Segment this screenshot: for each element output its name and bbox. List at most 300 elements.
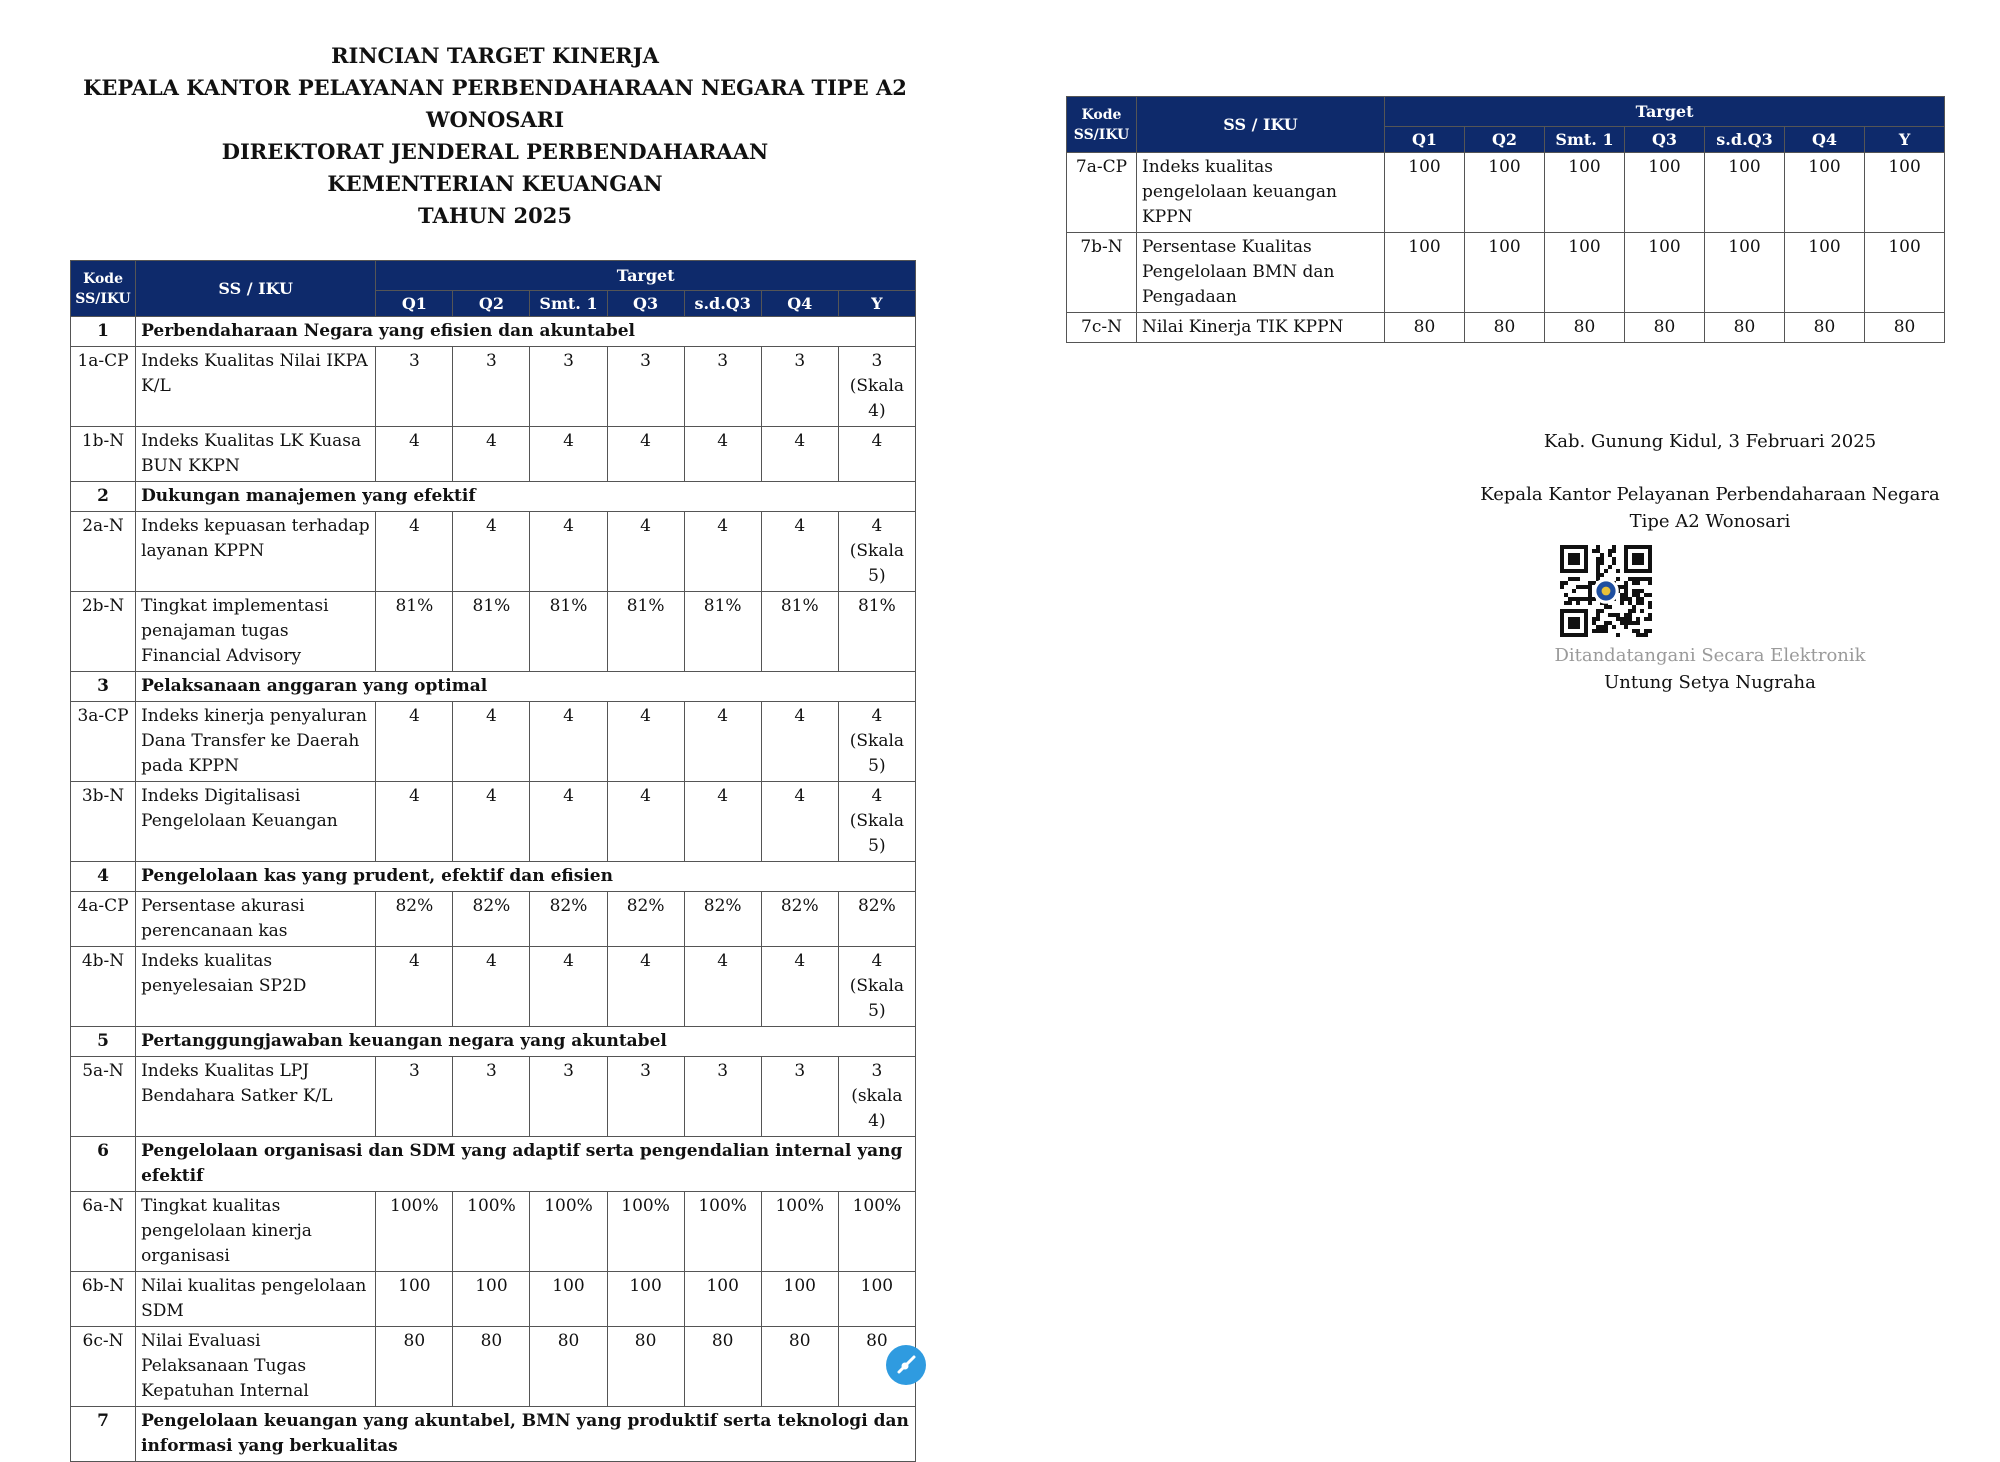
target-value: 80	[634, 1331, 657, 1351]
target-value: 4	[563, 516, 574, 536]
target-value: 100	[475, 1276, 508, 1296]
signature-place-date: Kab. Gunung Kidul, 3 Februari 2025	[1543, 431, 1877, 452]
target-value: 4	[486, 951, 497, 971]
target-value: 3	[640, 1061, 651, 1081]
target-value: 100	[1488, 157, 1521, 177]
target-value-cell	[1865, 233, 1945, 313]
table-row	[1067, 233, 1945, 313]
target-value-cell	[761, 782, 838, 862]
target-value: 80	[1493, 317, 1516, 337]
target-value: 3	[486, 351, 497, 371]
table-row	[71, 1057, 916, 1137]
target-value-cell	[761, 1192, 838, 1272]
target-value: 3	[408, 1061, 420, 1081]
target-value: 100	[860, 1276, 894, 1296]
document-title	[70, 40, 920, 232]
target-value: 3	[717, 1061, 729, 1081]
scale-note: (Skala 5)	[849, 811, 905, 856]
target-value-cell	[453, 702, 530, 782]
target-value-cell	[453, 592, 530, 672]
target-value-cell	[530, 947, 607, 1027]
target-value: 4	[563, 431, 574, 451]
section-label: Dukungan manajemen yang efektif	[136, 482, 916, 512]
target-value-cell	[530, 1057, 607, 1137]
e-sign-label: Ditandatangani Secara Elektronik	[1554, 645, 1866, 666]
iku-code: 1a-CP	[71, 347, 136, 427]
qr-code-icon	[1560, 545, 1652, 637]
target-value-cell	[453, 1192, 530, 1272]
target-value: 80	[1413, 317, 1436, 337]
target-value-cell	[376, 1192, 453, 1272]
table-row	[71, 1192, 916, 1272]
section-row	[71, 1027, 916, 1057]
target-value: 4	[563, 786, 574, 806]
target-value-cell	[761, 512, 838, 592]
target-value: 100%	[390, 1196, 439, 1216]
header-period: Q1	[376, 291, 453, 317]
target-value: 4	[640, 786, 651, 806]
target-value-cell	[453, 347, 530, 427]
target-value-cell	[530, 347, 607, 427]
scale-note: (Skala 5)	[849, 976, 905, 1021]
target-value-cell	[838, 782, 915, 862]
signature-block	[1450, 428, 1970, 535]
target-value-cell	[376, 592, 453, 672]
iku-code: 4a-CP	[71, 892, 136, 947]
scale-note: (Skala 4)	[849, 376, 905, 421]
target-value-cell	[684, 427, 761, 482]
target-value-cell	[1625, 313, 1705, 343]
target-value-cell	[1385, 233, 1465, 313]
header-period: Q2	[1465, 127, 1545, 153]
target-value: 100	[398, 1276, 431, 1296]
scale-note: (Skala 5)	[849, 731, 905, 776]
target-value-cell	[607, 782, 684, 862]
target-value: 4	[794, 431, 806, 451]
target-value: 4	[717, 786, 729, 806]
target-value-cell	[453, 782, 530, 862]
target-value: 3	[640, 351, 651, 371]
target-value: 82%	[549, 896, 588, 916]
target-table-right	[1066, 96, 1945, 343]
title-line: KEPALA KANTOR PELAYANAN PERBENDAHARAAN NEGARA TIPE A2	[83, 75, 907, 100]
target-value-cell	[607, 347, 684, 427]
header-ss-iku: SS / IKU	[136, 261, 376, 317]
title-line: RINCIAN TARGET KINERJA	[331, 43, 659, 68]
target-value: 3	[871, 1061, 883, 1081]
section-number: 1	[71, 317, 136, 347]
target-value-cell	[607, 947, 684, 1027]
target-value-cell	[1545, 233, 1625, 313]
header-period: Q3	[607, 291, 684, 317]
target-value: 4	[408, 706, 420, 726]
target-value: 4	[794, 786, 806, 806]
target-value: 4	[717, 516, 729, 536]
target-value-cell	[684, 1272, 761, 1327]
target-table-left	[70, 260, 916, 1462]
iku-name: Indeks kepuasan terhadap layanan KPPN	[136, 512, 376, 592]
target-value-cell	[376, 427, 453, 482]
target-value-cell	[684, 892, 761, 947]
target-value: 4	[640, 951, 651, 971]
target-value: 3	[563, 1061, 574, 1081]
target-value: 80	[1653, 317, 1676, 337]
iku-code: 6a-N	[71, 1192, 136, 1272]
target-value-cell	[1465, 233, 1545, 313]
target-value: 4	[794, 706, 806, 726]
iku-name: Tingkat kualitas pengelolaan kinerja organisasi	[136, 1192, 376, 1272]
header-period: Smt. 1	[1545, 127, 1625, 153]
target-value: 82%	[626, 896, 665, 916]
header-kode: Kode SS/IKU	[71, 261, 136, 317]
target-value: 100%	[775, 1196, 825, 1216]
target-value: 82%	[703, 896, 742, 916]
target-value: 3	[408, 351, 420, 371]
target-value: 80	[788, 1331, 811, 1351]
table-row	[71, 512, 916, 592]
target-value: 100	[1808, 157, 1841, 177]
title-line: DIREKTORAT JENDERAL PERBENDAHARAAN	[221, 139, 769, 164]
target-value-cell	[1785, 153, 1865, 233]
section-number: 6	[71, 1137, 136, 1192]
target-value-cell	[607, 592, 684, 672]
target-value-cell	[1705, 233, 1785, 313]
target-value: 4	[486, 786, 497, 806]
target-value: 4	[486, 431, 497, 451]
target-value: 82%	[857, 896, 896, 916]
target-value: 82%	[395, 896, 434, 916]
target-value: 4	[408, 431, 420, 451]
section-number: 4	[71, 862, 136, 892]
target-value-cell	[453, 1272, 530, 1327]
target-value: 100%	[621, 1196, 670, 1216]
title-line: KEMENTERIAN KEUANGAN	[327, 171, 663, 196]
target-value: 100	[783, 1276, 816, 1296]
target-value: 82%	[472, 896, 511, 916]
target-value: 100	[1488, 237, 1521, 257]
table-row	[71, 1272, 916, 1327]
iku-code: 3b-N	[71, 782, 136, 862]
scale-note: (skala 4)	[851, 1086, 903, 1131]
target-value: 82%	[780, 896, 819, 916]
target-value: 4	[563, 706, 574, 726]
target-value-cell	[607, 1272, 684, 1327]
target-value-cell	[530, 702, 607, 782]
section-number: 7	[71, 1407, 136, 1462]
target-value-cell	[761, 427, 838, 482]
target-value: 4	[717, 431, 729, 451]
target-value-cell	[1705, 153, 1785, 233]
target-value: 4	[640, 706, 651, 726]
target-value-cell	[838, 1057, 915, 1137]
target-value-cell	[838, 347, 915, 427]
target-value-cell	[453, 1327, 530, 1407]
target-value: 3	[486, 1061, 497, 1081]
target-value-cell	[1865, 313, 1945, 343]
target-value: 4	[717, 951, 729, 971]
target-value-cell	[838, 427, 915, 482]
target-value-cell	[684, 592, 761, 672]
header-period: Q2	[453, 291, 530, 317]
header-period: Q4	[761, 291, 838, 317]
target-value-cell	[1625, 153, 1705, 233]
target-value-cell	[376, 782, 453, 862]
target-value: 80	[711, 1331, 734, 1351]
target-value: 4	[871, 786, 883, 806]
target-value: 100	[1648, 237, 1681, 257]
target-value: 100%	[467, 1196, 516, 1216]
iku-code: 2b-N	[71, 592, 136, 672]
header-period: Smt. 1	[530, 291, 607, 317]
target-value-cell	[607, 1057, 684, 1137]
target-value-cell	[761, 592, 838, 672]
target-value-cell	[453, 947, 530, 1027]
target-value: 4	[640, 516, 651, 536]
target-value: 4	[486, 516, 497, 536]
title-line: TAHUN 2025	[418, 203, 572, 228]
title-line: WONOSARI	[425, 107, 565, 132]
target-value: 4	[640, 431, 651, 451]
target-value-cell	[1465, 153, 1545, 233]
target-value-cell	[684, 947, 761, 1027]
target-value: 100	[1808, 237, 1841, 257]
header-period: Q1	[1385, 127, 1465, 153]
section-row	[71, 1137, 916, 1192]
target-value-cell	[376, 892, 453, 947]
target-value: 81%	[472, 596, 511, 616]
target-value-cell	[1385, 153, 1465, 233]
wrench-icon	[894, 1353, 918, 1377]
target-value-cell	[838, 947, 915, 1027]
iku-name: Persentase Kualitas Pengelolaan BMN dan Pengadaan	[1137, 233, 1385, 313]
target-value-cell	[684, 1192, 761, 1272]
target-value-cell	[376, 1327, 453, 1407]
section-label: Pengelolaan keuangan yang akuntabel, BMN yang produktif serta teknologi dan informasi yang berkualitas	[136, 1407, 916, 1462]
target-value: 80	[480, 1331, 503, 1351]
target-value: 100	[1408, 237, 1441, 257]
target-value-cell	[838, 1272, 915, 1327]
target-value-cell	[453, 427, 530, 482]
target-value-cell	[761, 347, 838, 427]
target-value-cell	[530, 1327, 607, 1407]
target-value-cell	[530, 892, 607, 947]
iku-code: 1b-N	[71, 427, 136, 482]
target-value: 81%	[857, 596, 896, 616]
target-value: 4	[871, 516, 883, 536]
target-value: 80	[1573, 317, 1596, 337]
target-value-cell	[684, 782, 761, 862]
target-value: 80	[1813, 317, 1836, 337]
target-value-cell	[1465, 313, 1545, 343]
iku-name: Indeks kinerja penyaluran Dana Transfer ke Daerah pada KPPN	[136, 702, 376, 782]
target-value: 81%	[626, 596, 665, 616]
target-value: 80	[557, 1331, 580, 1351]
target-value: 100%	[544, 1196, 593, 1216]
target-value-cell	[376, 1057, 453, 1137]
iku-code: 7b-N	[1067, 233, 1137, 313]
signature-position: Kepala Kantor Pelayanan Perbendaharaan Negara	[1480, 484, 1940, 505]
target-value-cell	[1785, 233, 1865, 313]
target-value: 4	[871, 951, 883, 971]
target-value: 81%	[395, 596, 434, 616]
iku-name: Indeks Kualitas Nilai IKPA K/L	[136, 347, 376, 427]
header-target: Target	[1385, 97, 1945, 127]
target-value-cell	[761, 947, 838, 1027]
header-period: s.d.Q3	[1705, 127, 1785, 153]
section-row	[71, 862, 916, 892]
target-value: 81%	[703, 596, 742, 616]
target-value: 100	[1408, 157, 1441, 177]
target-value-cell	[376, 512, 453, 592]
target-value-cell	[1705, 313, 1785, 343]
target-value-cell	[838, 702, 915, 782]
target-value: 4	[408, 516, 420, 536]
target-value-cell	[1865, 153, 1945, 233]
target-value-cell	[607, 892, 684, 947]
iku-name: Nilai Kinerja TIK KPPN	[1137, 313, 1385, 343]
target-value-cell	[453, 512, 530, 592]
target-value: 4	[408, 951, 420, 971]
target-value: 100	[1568, 237, 1601, 257]
header-period: Y	[838, 291, 915, 317]
iku-code: 3a-CP	[71, 702, 136, 782]
target-value-cell	[684, 347, 761, 427]
section-row	[71, 1407, 916, 1462]
target-value: 100	[629, 1276, 662, 1296]
target-value: 3	[794, 1061, 806, 1081]
target-value-cell	[684, 1057, 761, 1137]
target-value-cell	[1785, 313, 1865, 343]
target-value: 100	[1728, 157, 1761, 177]
target-value: 100	[706, 1276, 739, 1296]
iku-name: Indeks Kualitas LPJ Bendahara Satker K/L	[136, 1057, 376, 1137]
target-value-cell	[607, 1327, 684, 1407]
target-value: 4	[408, 786, 420, 806]
target-value-cell	[530, 782, 607, 862]
tool-button[interactable]	[886, 1345, 926, 1385]
target-value: 3	[794, 351, 806, 371]
header-ss-iku: SS / IKU	[1137, 97, 1385, 153]
target-value-cell	[376, 702, 453, 782]
header-period: Y	[1865, 127, 1945, 153]
table-row	[71, 782, 916, 862]
target-value-cell	[761, 1272, 838, 1327]
iku-name: Indeks kualitas penyelesaian SP2D	[136, 947, 376, 1027]
iku-name: Nilai Evaluasi Pelaksanaan Tugas Kepatuhan Internal	[136, 1327, 376, 1407]
target-value-cell	[1385, 313, 1465, 343]
iku-code: 7c-N	[1067, 313, 1137, 343]
target-value-cell	[530, 592, 607, 672]
target-value: 3	[871, 351, 883, 371]
target-value-cell	[761, 1327, 838, 1407]
target-value: 100	[552, 1276, 585, 1296]
target-value: 3	[563, 351, 574, 371]
table-row	[1067, 313, 1945, 343]
header-target: Target	[376, 261, 916, 291]
target-value: 100	[1648, 157, 1681, 177]
signer-name: Untung Setya Nugraha	[1604, 672, 1816, 693]
target-value-cell	[453, 1057, 530, 1137]
section-row	[71, 317, 916, 347]
section-label: Pertanggungjawaban keuangan negara yang akuntabel	[136, 1027, 916, 1057]
iku-name: Indeks kualitas pengelolaan keuangan KPPN	[1137, 153, 1385, 233]
target-value-cell	[761, 702, 838, 782]
target-value: 81%	[780, 596, 819, 616]
table-row	[71, 892, 916, 947]
table-row	[71, 347, 916, 427]
iku-code: 2a-N	[71, 512, 136, 592]
target-value-cell	[530, 1272, 607, 1327]
target-value-cell	[1545, 153, 1625, 233]
iku-name: Indeks Kualitas LK Kuasa BUN KKPN	[136, 427, 376, 482]
target-value-cell	[453, 892, 530, 947]
target-value-cell	[838, 1192, 915, 1272]
target-value-cell	[838, 512, 915, 592]
section-label: Pengelolaan kas yang prudent, efektif dan efisien	[136, 862, 916, 892]
target-value: 100	[1888, 237, 1921, 257]
section-label: Pelaksanaan anggaran yang optimal	[136, 672, 916, 702]
section-number: 2	[71, 482, 136, 512]
table-row	[71, 427, 916, 482]
header-period: s.d.Q3	[684, 291, 761, 317]
target-value-cell	[1545, 313, 1625, 343]
table-row	[71, 1327, 916, 1407]
target-value: 100%	[852, 1196, 902, 1216]
target-value: 4	[486, 706, 497, 726]
target-value: 3	[717, 351, 729, 371]
iku-name: Persentase akurasi perencanaan kas	[136, 892, 376, 947]
target-value-cell	[761, 892, 838, 947]
section-label: Pengelolaan organisasi dan SDM yang adaptif serta pengendalian internal yang efektif	[136, 1137, 916, 1192]
target-value-cell	[607, 1192, 684, 1272]
section-number: 5	[71, 1027, 136, 1057]
table-row	[71, 592, 916, 672]
target-value-cell	[607, 512, 684, 592]
target-value: 80	[1733, 317, 1756, 337]
target-value-cell	[761, 1057, 838, 1137]
section-number: 3	[71, 672, 136, 702]
target-value: 100	[1888, 157, 1921, 177]
target-value: 81%	[549, 596, 588, 616]
iku-name: Nilai kualitas pengelolaan SDM	[136, 1272, 376, 1327]
iku-name: Tingkat implementasi penajaman tugas Financial Advisory	[136, 592, 376, 672]
target-value-cell	[1625, 233, 1705, 313]
target-value: 100	[1728, 237, 1761, 257]
scale-note: (Skala 5)	[849, 541, 905, 586]
target-value-cell	[376, 947, 453, 1027]
table-row	[1067, 153, 1945, 233]
table-row	[71, 947, 916, 1027]
target-value: 4	[717, 706, 729, 726]
target-value-cell	[684, 702, 761, 782]
iku-code: 7a-CP	[1067, 153, 1137, 233]
target-value-cell	[530, 512, 607, 592]
target-value-cell	[684, 512, 761, 592]
header-period: Q4	[1785, 127, 1865, 153]
target-value: 80	[866, 1331, 888, 1351]
table-row	[71, 702, 916, 782]
target-value: 100	[1568, 157, 1601, 177]
target-value-cell	[607, 427, 684, 482]
signature-footer	[1450, 642, 1970, 696]
signature-position: Tipe A2 Wonosari	[1629, 511, 1791, 532]
target-value-cell	[838, 892, 915, 947]
target-value-cell	[607, 702, 684, 782]
section-label: Perbendaharaan Negara yang efisien dan akuntabel	[136, 317, 916, 347]
target-value-cell	[838, 592, 915, 672]
iku-code: 6b-N	[71, 1272, 136, 1327]
target-value-cell	[684, 1327, 761, 1407]
